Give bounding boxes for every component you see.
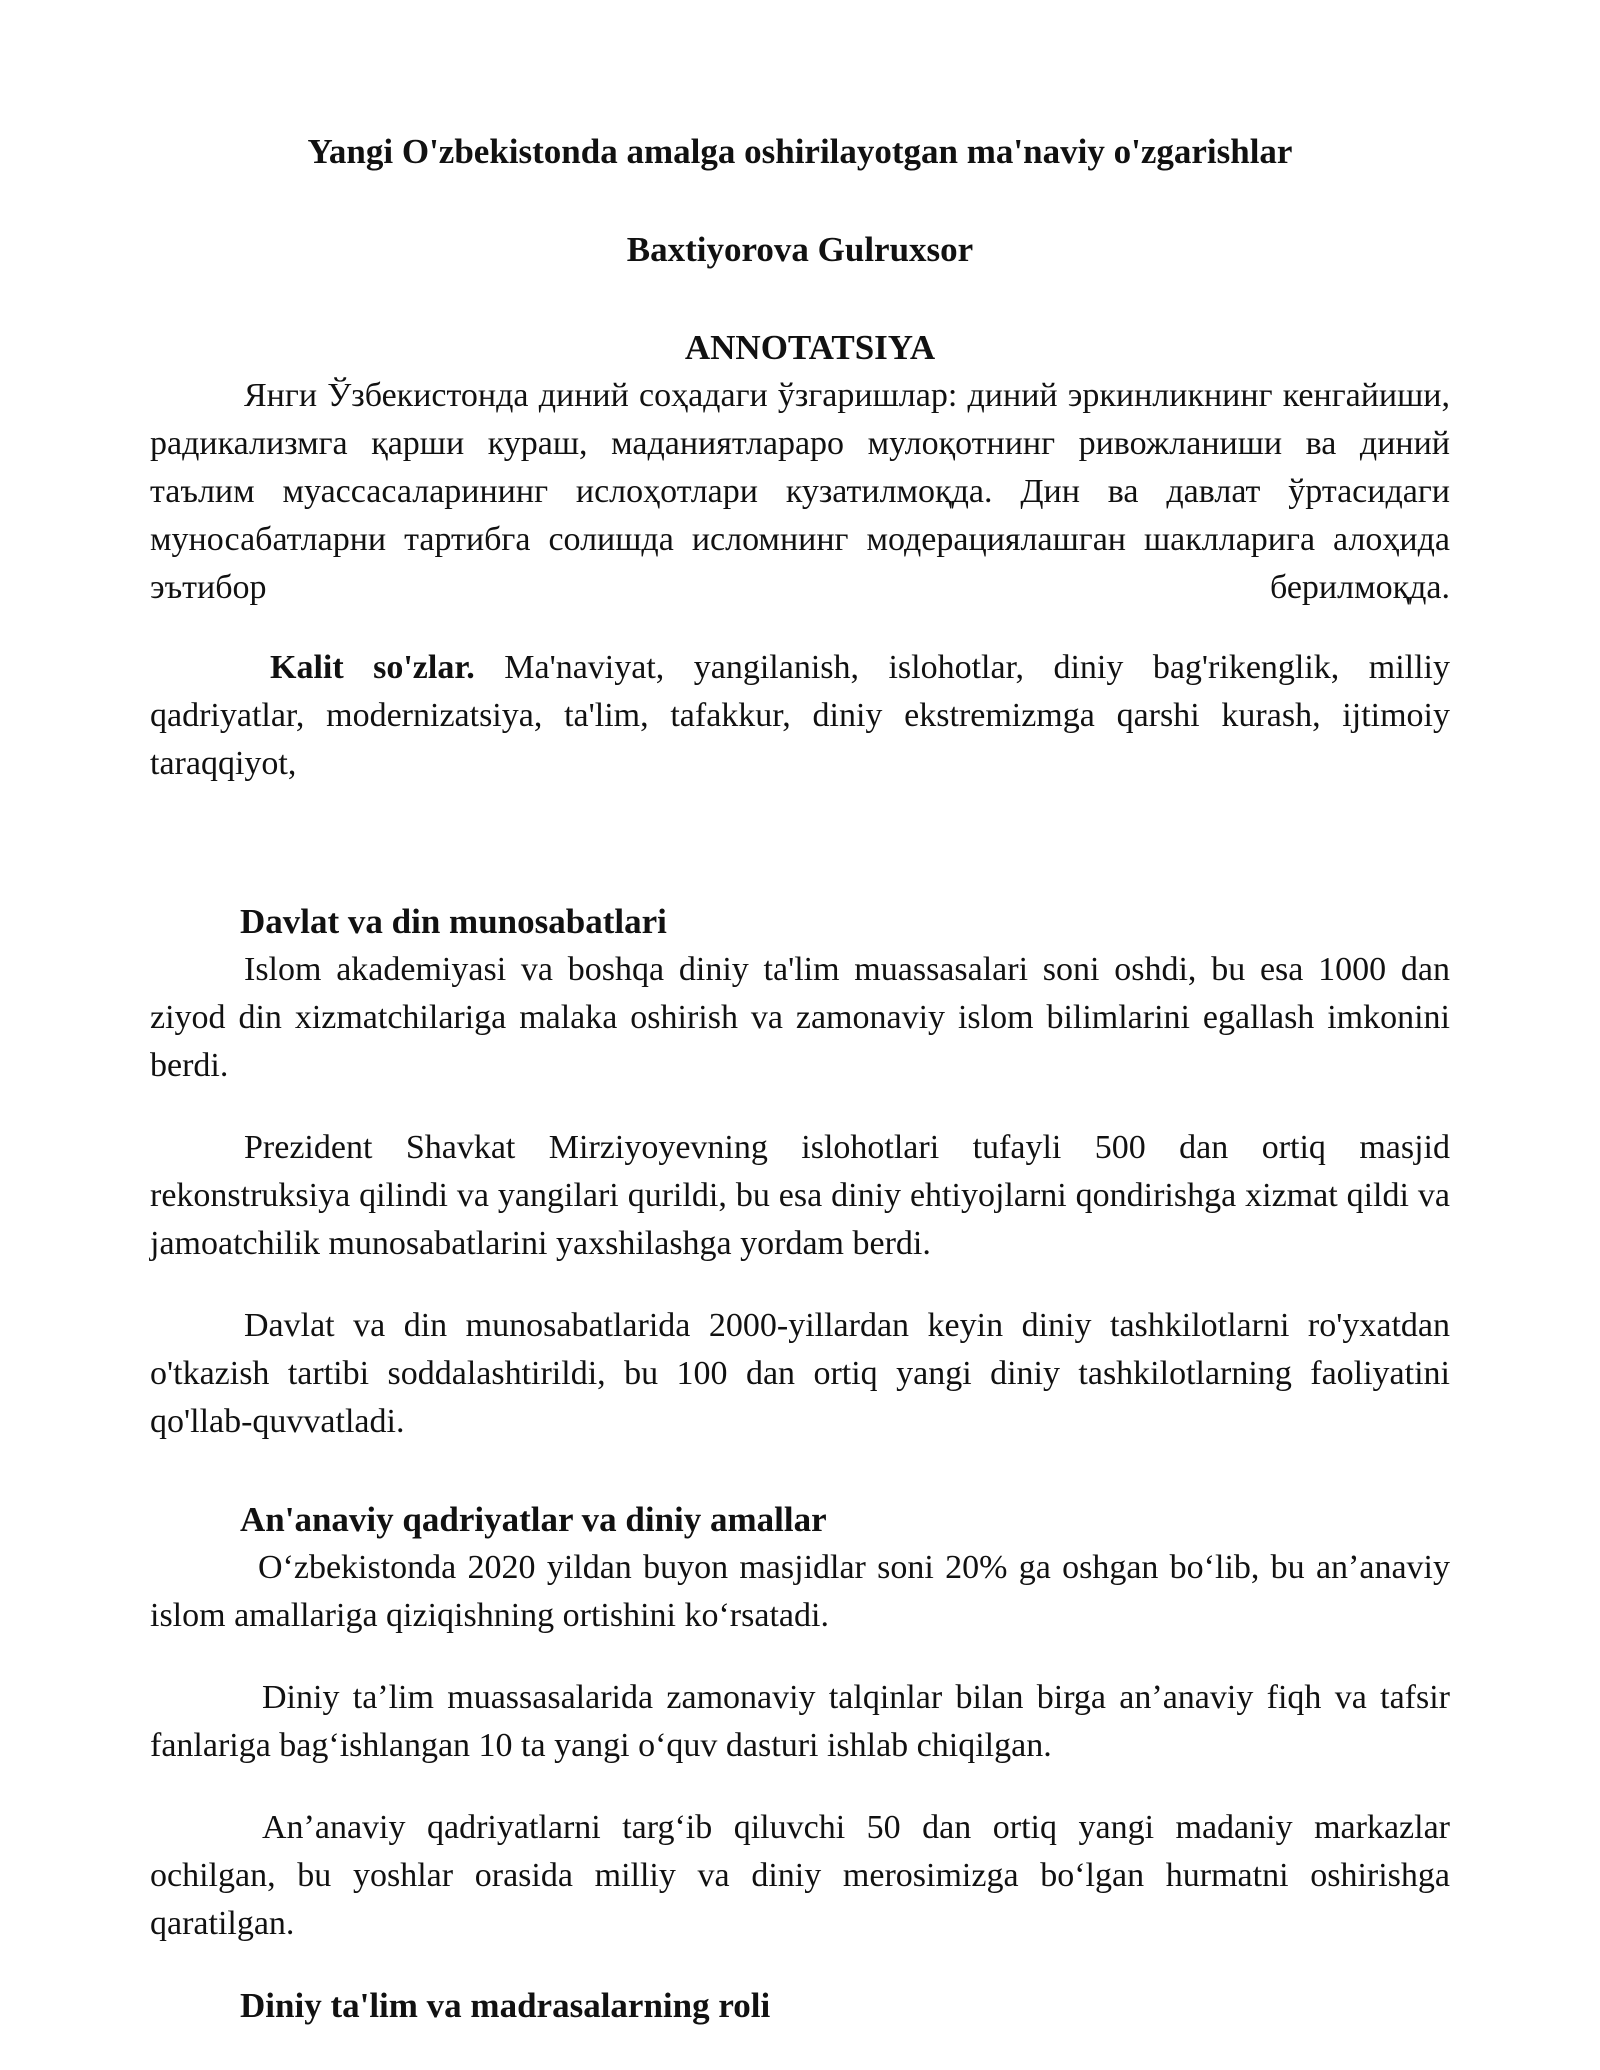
- keywords-text: Ma'naviyat, yangilanish, islohotlar, diniy bag'rikenglik, milliy qadriyatlar, modernizatsiya, ta'lim, tafakkur, diniy ekstremizmga qarshi kurash, ijtimoiy taraqqiyot,: [150, 649, 1450, 782]
- document-title: Yangi O'zbekistonda amalga oshirilayotgan ma'naviy o'zgarishlar: [307, 132, 1293, 171]
- annotation-heading: ANNOTATSIYA: [684, 328, 936, 367]
- body-paragraph: Davlat va din munosabatlarida 2000-yillardan keyin diniy tashkilotlarni ro'yxatdan o'tkazish tartibi soddalashtirildi, bu 100 dan ortiq yangi diniy tashkilotlarning faoliyatini qo'llab-quvvatladi.: [150, 1307, 1450, 1440]
- section-heading: Davlat va din munosabatlari: [240, 902, 667, 941]
- section-heading: An'anaviy qadriyatlar va diniy amallar: [240, 1500, 827, 1539]
- author-name: Baxtiyorova Gulruxsor: [626, 230, 974, 269]
- body-paragraph: Islom akademiyasi va boshqa diniy ta'lim muassasalari soni oshdi, bu esa 1000 dan ziyod din xizmatchilariga malaka oshirish va zamonaviy islom bilimlarini egallash imkonini berdi.: [150, 951, 1450, 1084]
- annotation-paragraph: Янги Ўзбекистонда диний соҳадаги ўзгаришлар: диний эркинликнинг кенгайиши, радикализмга қарши кураш, маданиятлараро мулоқотнинг ривожланиши ва диний таълим муассасаларининг ислоҳотлари кузатилмоқда. Дин ва давлат ўртасидаги муносабатларни тартибга солишда исломнинг модерациялашган шаклларига алоҳида эътибор берилмоқда.: [150, 377, 1450, 606]
- section-heading: Diniy ta'lim va madrasalarning roli: [240, 1986, 771, 2025]
- body-paragraph: Oʻzbekistonda 2020 yildan buyon masjidlar soni 20% ga oshgan boʻlib, bu anʼanaviy islom amallariga qiziqishning ortishini koʻrsatadi.: [150, 1549, 1450, 1634]
- body-paragraph: Anʼanaviy qadriyatlarni targʻib qiluvchi 50 dan ortiq yangi madaniy markazlar ochilgan, bu yoshlar orasida milliy va diniy merosimizga boʻlgan hurmatni oshirishga qaratilgan.: [150, 1809, 1450, 1942]
- body-paragraph: Diniy taʼlim muassasalarida zamonaviy talqinlar bilan birga anʼanaviy fiqh va tafsir fanlariga bagʻishlangan 10 ta yangi oʻquv dasturi ishlab chiqilgan.: [150, 1679, 1450, 1764]
- keywords-paragraph: [150, 644, 1450, 788]
- body-paragraph: Prezident Shavkat Mirziyoyevning islohotlari tufayli 500 dan ortiq masjid rekonstruksiya qilindi va yangilari qurildi, bu esa diniy ehtiyojlarni qondirishga xizmat qildi va jamoatchilik munosabatlarini yaxshilashga yordam berdi.: [150, 1129, 1450, 1262]
- keywords-label: Kalit so'zlar.: [270, 649, 475, 686]
